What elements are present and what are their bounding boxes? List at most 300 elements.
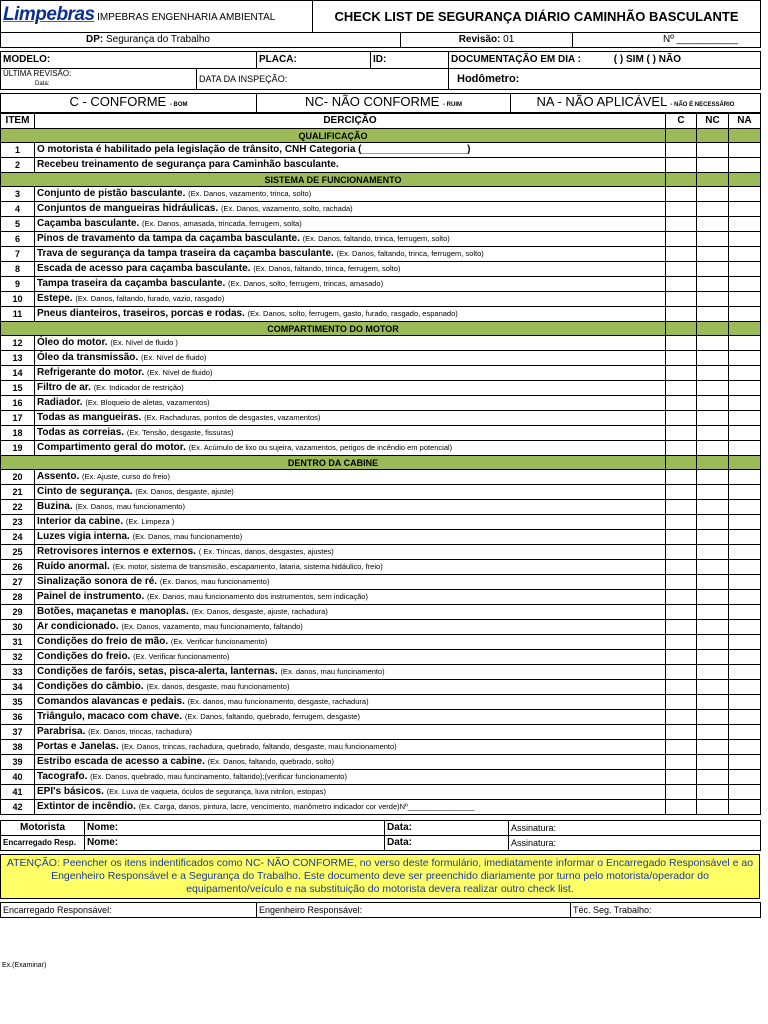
checklist-item-row <box>1 336 761 351</box>
check-na-cell[interactable] <box>729 277 761 292</box>
check-c-cell[interactable] <box>666 725 697 740</box>
revisao-label: Revisão: <box>458 34 501 45</box>
col-item-header: ITEM <box>1 114 35 129</box>
check-nc-cell[interactable] <box>697 336 729 351</box>
check-c-cell[interactable] <box>666 470 697 485</box>
section-spacer <box>697 322 729 336</box>
numero-field[interactable]: Nº ___________ <box>573 33 761 48</box>
check-nc-cell[interactable] <box>697 530 729 545</box>
check-nc-cell[interactable] <box>697 755 729 770</box>
item-description <box>35 232 666 247</box>
check-na-cell[interactable] <box>729 785 761 800</box>
checklist-item-row <box>1 396 761 411</box>
check-c-cell[interactable] <box>666 710 697 725</box>
check-nc-cell[interactable] <box>697 262 729 277</box>
check-na-cell[interactable] <box>729 710 761 725</box>
check-nc-cell[interactable] <box>697 770 729 785</box>
check-c-cell[interactable] <box>666 740 697 755</box>
item-example: (Ex. Luva de vaqueta, óculos de segurança, luva nitrilon, estopas) <box>106 787 326 796</box>
check-c-cell[interactable] <box>666 247 697 262</box>
section-spacer <box>666 129 697 143</box>
section-header-row <box>1 456 761 470</box>
encarregado-nome-field[interactable]: Nome: <box>85 836 385 851</box>
check-na-cell[interactable] <box>729 411 761 426</box>
check-c-cell[interactable] <box>666 232 697 247</box>
check-na-cell[interactable] <box>729 770 761 785</box>
check-nc-cell[interactable] <box>697 680 729 695</box>
checklist-item-row <box>1 500 761 515</box>
check-nc-cell[interactable] <box>697 575 729 590</box>
item-text: Condições do câmbio. <box>37 681 144 692</box>
item-description <box>35 426 666 441</box>
motorista-assinatura-field[interactable]: Assinatura: <box>509 821 761 836</box>
item-example: (Ex. Danos, desgaste, ajuste) <box>135 487 234 496</box>
check-na-cell[interactable] <box>729 590 761 605</box>
item-text: Caçamba basculante. <box>37 218 140 229</box>
check-na-cell[interactable] <box>729 336 761 351</box>
check-nc-cell[interactable] <box>697 800 729 815</box>
item-number: 16 <box>1 396 35 411</box>
check-nc-cell[interactable] <box>697 202 729 217</box>
item-number: 29 <box>1 605 35 620</box>
legend-nc-note: - RUIM <box>442 101 462 108</box>
check-c-cell[interactable] <box>666 262 697 277</box>
checklist-item-row <box>1 158 761 173</box>
item-example: ( Ex. Trincas, danos, desgastes, ajustes) <box>198 547 334 556</box>
data-inspecao-field[interactable]: DATA DA INSPEÇÃO: <box>197 69 449 90</box>
check-nc-cell[interactable] <box>697 232 729 247</box>
check-nc-cell[interactable] <box>697 605 729 620</box>
item-text: Todas as mangueiras. <box>37 412 142 423</box>
checklist-item-row <box>1 485 761 500</box>
check-c-cell[interactable] <box>666 575 697 590</box>
checklist-item-row <box>1 351 761 366</box>
id-field[interactable]: ID: <box>371 52 449 69</box>
item-description <box>35 620 666 635</box>
check-c-cell[interactable] <box>666 366 697 381</box>
col-c-header: C <box>666 114 697 129</box>
checklist-item-row <box>1 426 761 441</box>
checklist-item-row <box>1 381 761 396</box>
item-description <box>35 158 666 173</box>
item-text: Painel de instrumento. <box>37 591 145 602</box>
checklist-item-row <box>1 710 761 725</box>
item-example: (Ex. Verificar funcionamento) <box>133 652 230 661</box>
item-text: Pinos de travamento da tampa da caçamba basculante. <box>37 233 300 244</box>
encarregado-label: Encarregado Resp. <box>1 836 85 851</box>
item-number: 41 <box>1 785 35 800</box>
checklist-item-row <box>1 470 761 485</box>
check-c-cell[interactable] <box>666 336 697 351</box>
item-example: (Ex. Limpeza ) <box>125 517 175 526</box>
check-na-cell[interactable] <box>729 366 761 381</box>
check-na-cell[interactable] <box>729 158 761 173</box>
check-nc-cell[interactable] <box>697 217 729 232</box>
item-number: 39 <box>1 755 35 770</box>
check-c-cell[interactable] <box>666 143 697 158</box>
check-na-cell[interactable] <box>729 620 761 635</box>
check-na-cell[interactable] <box>729 800 761 815</box>
check-c-cell[interactable] <box>666 217 697 232</box>
section-spacer <box>729 173 761 187</box>
ultima-revisao-data-label: Data: <box>35 81 50 87</box>
check-nc-cell[interactable] <box>697 441 729 456</box>
item-description <box>35 590 666 605</box>
item-number: 23 <box>1 515 35 530</box>
modelo-field[interactable]: MODELO: <box>1 52 257 69</box>
check-nc-cell[interactable] <box>697 710 729 725</box>
check-na-cell[interactable] <box>729 515 761 530</box>
check-c-cell[interactable] <box>666 396 697 411</box>
checklist-item-row <box>1 292 761 307</box>
item-number: 21 <box>1 485 35 500</box>
checklist-item-row <box>1 755 761 770</box>
check-na-cell[interactable] <box>729 560 761 575</box>
item-text: Pneus dianteiros, traseiros, porcas e rodas. <box>37 308 245 319</box>
item-example: (Ex. Tensão, desgaste, fissuras) <box>126 428 234 437</box>
checklist-item-row <box>1 545 761 560</box>
item-text: Comandos alavancas e pedais. <box>37 696 185 707</box>
check-nc-cell[interactable] <box>697 470 729 485</box>
item-text: Condições de faróis, setas, pisca-alerta, lanternas. <box>37 666 278 677</box>
documentacao-label: DOCUMENTAÇÃO EM DIA : <box>451 54 581 65</box>
check-na-cell[interactable] <box>729 740 761 755</box>
check-nc-cell[interactable] <box>697 665 729 680</box>
check-c-cell[interactable] <box>666 800 697 815</box>
check-nc-cell[interactable] <box>697 426 729 441</box>
check-nc-cell[interactable] <box>697 158 729 173</box>
item-number: 4 <box>1 202 35 217</box>
check-na-cell[interactable] <box>729 247 761 262</box>
check-nc-cell[interactable] <box>697 740 729 755</box>
item-description <box>35 650 666 665</box>
check-nc-cell[interactable] <box>697 247 729 262</box>
check-c-cell[interactable] <box>666 485 697 500</box>
item-text: Tampa traseira da caçamba basculante. <box>37 278 226 289</box>
check-c-cell[interactable] <box>666 158 697 173</box>
item-description <box>35 187 666 202</box>
check-na-cell[interactable] <box>729 500 761 515</box>
check-na-cell[interactable] <box>729 755 761 770</box>
item-number: 7 <box>1 247 35 262</box>
item-text: Filtro de ar. <box>37 382 91 393</box>
check-nc-cell[interactable] <box>697 695 729 710</box>
item-description <box>35 695 666 710</box>
item-text: Recebeu treinamento de segurança para Caminhão basculante. <box>37 159 339 170</box>
check-na-cell[interactable] <box>729 143 761 158</box>
check-c-cell[interactable] <box>666 635 697 650</box>
item-description <box>35 605 666 620</box>
check-nc-cell[interactable] <box>697 500 729 515</box>
check-na-cell[interactable] <box>729 441 761 456</box>
check-nc-cell[interactable] <box>697 785 729 800</box>
item-text: Retrovisores internos e externos. <box>37 546 196 557</box>
item-text: Condições do freio de mão. <box>37 636 169 647</box>
item-number: 13 <box>1 351 35 366</box>
item-text: Compartimento geral do motor. <box>37 442 186 453</box>
check-na-cell[interactable] <box>729 426 761 441</box>
item-text: Interior da cabine. <box>37 516 124 527</box>
check-c-cell[interactable] <box>666 590 697 605</box>
check-nc-cell[interactable] <box>697 381 729 396</box>
item-example: (Ex. Verificar funcionamento) <box>170 637 268 646</box>
checklist-item-row <box>1 785 761 800</box>
check-c-cell[interactable] <box>666 277 697 292</box>
item-text: Estribo escada de acesso a cabine. <box>37 756 205 767</box>
check-na-cell[interactable] <box>729 232 761 247</box>
item-description <box>35 292 666 307</box>
col-na-header: NA <box>729 114 761 129</box>
section-spacer <box>666 173 697 187</box>
vehicle-fields-table <box>0 51 761 90</box>
responsible-table <box>0 902 761 918</box>
check-nc-cell[interactable] <box>697 187 729 202</box>
checklist-item-row <box>1 277 761 292</box>
item-description <box>35 575 666 590</box>
item-number: 17 <box>1 411 35 426</box>
check-c-cell[interactable] <box>666 605 697 620</box>
item-description <box>35 560 666 575</box>
check-c-cell[interactable] <box>666 755 697 770</box>
check-na-cell[interactable] <box>729 307 761 322</box>
section-header-row <box>1 322 761 336</box>
legend-conforme <box>1 94 257 113</box>
section-header-row <box>1 129 761 143</box>
check-na-cell[interactable] <box>729 635 761 650</box>
check-c-cell[interactable] <box>666 292 697 307</box>
item-number: 3 <box>1 187 35 202</box>
checklist-item-row <box>1 441 761 456</box>
check-c-cell[interactable] <box>666 441 697 456</box>
check-na-cell[interactable] <box>729 351 761 366</box>
item-example: (Ex. Ajuste, curso do freio) <box>82 472 170 481</box>
check-nc-cell[interactable] <box>697 396 729 411</box>
item-number: 32 <box>1 650 35 665</box>
check-na-cell[interactable] <box>729 545 761 560</box>
check-na-cell[interactable] <box>729 575 761 590</box>
item-text: Extintor de incêndio. <box>37 801 136 812</box>
section-header-row <box>1 173 761 187</box>
check-nc-cell[interactable] <box>697 515 729 530</box>
check-nc-cell[interactable] <box>697 292 729 307</box>
motorista-nome-field[interactable]: Nome: <box>85 821 385 836</box>
check-c-cell[interactable] <box>666 620 697 635</box>
encarregado-data-field[interactable]: Data: <box>385 836 509 851</box>
check-na-cell[interactable] <box>729 292 761 307</box>
item-number: 27 <box>1 575 35 590</box>
sim-nao-options[interactable]: ( ) SIM ( ) NÃO <box>613 54 681 65</box>
item-example: (Ex. Rachaduras, pontos de desgastes, vazamentos) <box>144 413 321 422</box>
check-c-cell[interactable] <box>666 650 697 665</box>
check-c-cell[interactable] <box>666 560 697 575</box>
item-example: (Ex. Danos, mau funcionamento) <box>132 532 243 541</box>
encarregado-responsavel-field[interactable]: Encarregado Responsável: <box>1 903 257 918</box>
hodometro-field[interactable]: Hodômetro: <box>449 69 761 90</box>
check-nc-cell[interactable] <box>697 366 729 381</box>
checklist-item-row <box>1 366 761 381</box>
check-c-cell[interactable] <box>666 770 697 785</box>
item-number: 10 <box>1 292 35 307</box>
legend-nao-conforme <box>257 94 511 113</box>
item-example: (Ex. Danos, faltando, quebrado, ferrugem, desgaste) <box>184 712 360 721</box>
revisao-cell <box>401 33 573 48</box>
check-na-cell[interactable] <box>729 202 761 217</box>
check-nc-cell[interactable] <box>697 590 729 605</box>
item-text: Óleo da transmissão. <box>37 352 139 363</box>
item-number: 18 <box>1 426 35 441</box>
item-number: 6 <box>1 232 35 247</box>
item-description <box>35 470 666 485</box>
check-nc-cell[interactable] <box>697 351 729 366</box>
check-nc-cell[interactable] <box>697 411 729 426</box>
check-nc-cell[interactable] <box>697 143 729 158</box>
checklist-item-row <box>1 411 761 426</box>
legend-c-note: - BOM <box>169 101 188 108</box>
item-description <box>35 800 666 815</box>
item-example: (Ex. Danos, faltando, trinca, ferrugem, solto) <box>336 249 484 258</box>
item-example: (Ex. Danos, vazamento, trinca, solto) <box>188 189 312 198</box>
item-description <box>35 500 666 515</box>
encarregado-assinatura-field[interactable]: Assinatura: <box>509 836 761 851</box>
check-c-cell[interactable] <box>666 381 697 396</box>
item-number: 37 <box>1 725 35 740</box>
item-example: (Ex. Danos, mau funcionamento dos instrumentos, sem indicação) <box>147 592 368 601</box>
item-example: (Ex. Bloqueio de aletas, vazamentos) <box>85 398 210 407</box>
check-na-cell[interactable] <box>729 530 761 545</box>
item-number: 38 <box>1 740 35 755</box>
item-text: Refrigerante do motor. <box>37 367 145 378</box>
item-number: 26 <box>1 560 35 575</box>
item-example: (Ex. Danos, trincas, rachadura, quebrado, faltando, desgaste, mau funcionamento) <box>121 742 397 751</box>
item-description <box>35 485 666 500</box>
item-text: Sinalização sonora de ré. <box>37 576 158 587</box>
check-na-cell[interactable] <box>729 485 761 500</box>
item-example: (Ex. Danos, mau funcionamento) <box>159 577 270 586</box>
dp-cell <box>1 33 401 48</box>
company-cell <box>1 1 313 33</box>
item-description <box>35 530 666 545</box>
checklist-item-row <box>1 650 761 665</box>
item-text: Conjuntos de mangueiras hidráulicas. <box>37 203 219 214</box>
item-text: Ruído anormal. <box>37 561 110 572</box>
check-nc-cell[interactable] <box>697 277 729 292</box>
section-spacer <box>666 322 697 336</box>
item-example: (Ex. Acúmulo de lixo ou sujeira, vazamentos, perigos de incêndio em potencial) <box>188 443 453 452</box>
check-c-cell[interactable] <box>666 351 697 366</box>
item-number: 28 <box>1 590 35 605</box>
tec-seg-trabalho-field[interactable]: Téc. Seg. Trabalho: <box>571 903 761 918</box>
check-c-cell[interactable] <box>666 785 697 800</box>
item-description <box>35 366 666 381</box>
check-na-cell[interactable] <box>729 396 761 411</box>
check-c-cell[interactable] <box>666 202 697 217</box>
item-text: Triângulo, macaco com chave. <box>37 711 183 722</box>
item-number: 25 <box>1 545 35 560</box>
check-c-cell[interactable] <box>666 426 697 441</box>
checklist-item-row <box>1 247 761 262</box>
check-c-cell[interactable] <box>666 515 697 530</box>
section-spacer <box>697 456 729 470</box>
check-na-cell[interactable] <box>729 262 761 277</box>
legend-na-label: NA - NÃO APLICÁVEL <box>536 93 667 109</box>
check-na-cell[interactable] <box>729 217 761 232</box>
check-nc-cell[interactable] <box>697 725 729 740</box>
item-text: O motorista é habilitado pela legislação de trânsito, CNH Categoria (___________________) <box>37 144 471 155</box>
legend-nc-label: NC- NÃO CONFORME <box>305 93 440 109</box>
legend-c-label: C - CONFORME <box>69 93 167 109</box>
engenheiro-responsavel-field[interactable]: Engenheiro Responsável: <box>257 903 571 918</box>
check-na-cell[interactable] <box>729 381 761 396</box>
item-text: Radiador. <box>37 397 83 408</box>
item-description <box>35 680 666 695</box>
check-na-cell[interactable] <box>729 665 761 680</box>
item-number: 12 <box>1 336 35 351</box>
check-c-cell[interactable] <box>666 665 697 680</box>
check-c-cell[interactable] <box>666 187 697 202</box>
check-c-cell[interactable] <box>666 545 697 560</box>
check-na-cell[interactable] <box>729 695 761 710</box>
check-c-cell[interactable] <box>666 411 697 426</box>
item-description <box>35 217 666 232</box>
check-c-cell[interactable] <box>666 530 697 545</box>
item-example: (Ex. Danos, vazamento, solto, rachada) <box>220 204 353 213</box>
item-description <box>35 740 666 755</box>
check-c-cell[interactable] <box>666 500 697 515</box>
check-na-cell[interactable] <box>729 680 761 695</box>
signature-table <box>0 820 761 851</box>
checklist-item-row <box>1 740 761 755</box>
item-text: Escada de acesso para caçamba basculante. <box>37 263 251 274</box>
legend-na-note: - NÃO É NECESSÁRIO <box>670 101 735 108</box>
item-number: 14 <box>1 366 35 381</box>
check-c-cell[interactable] <box>666 680 697 695</box>
item-example: (Ex. Danos, trincas, rachadura) <box>88 727 192 736</box>
item-example: (Ex. danos, desgaste, mau funcionamento) <box>146 682 290 691</box>
check-na-cell[interactable] <box>729 470 761 485</box>
checklist-item-row <box>1 620 761 635</box>
section-spacer <box>729 129 761 143</box>
item-text: Condições do freio. <box>37 651 131 662</box>
motorista-data-field[interactable]: Data: <box>385 821 509 836</box>
check-nc-cell[interactable] <box>697 485 729 500</box>
check-nc-cell[interactable] <box>697 560 729 575</box>
company-name: IMPEBRAS ENGENHARIA AMBIENTAL <box>97 12 276 23</box>
check-nc-cell[interactable] <box>697 650 729 665</box>
check-nc-cell[interactable] <box>697 635 729 650</box>
item-number: 31 <box>1 635 35 650</box>
placa-field[interactable]: PLACA: <box>257 52 371 69</box>
check-na-cell[interactable] <box>729 605 761 620</box>
item-description <box>35 351 666 366</box>
check-nc-cell[interactable] <box>697 620 729 635</box>
check-na-cell[interactable] <box>729 725 761 740</box>
ultima-revisao-field[interactable] <box>1 69 197 90</box>
item-number: 34 <box>1 680 35 695</box>
checklist-item-row <box>1 680 761 695</box>
check-c-cell[interactable] <box>666 695 697 710</box>
motorista-label: Motorista <box>1 821 85 836</box>
check-na-cell[interactable] <box>729 187 761 202</box>
item-description <box>35 411 666 426</box>
item-number: 33 <box>1 665 35 680</box>
check-nc-cell[interactable] <box>697 307 729 322</box>
item-number: 30 <box>1 620 35 635</box>
check-nc-cell[interactable] <box>697 545 729 560</box>
check-na-cell[interactable] <box>729 650 761 665</box>
check-c-cell[interactable] <box>666 307 697 322</box>
item-text: EPI's básicos. <box>37 786 104 797</box>
checklist-item-row <box>1 665 761 680</box>
